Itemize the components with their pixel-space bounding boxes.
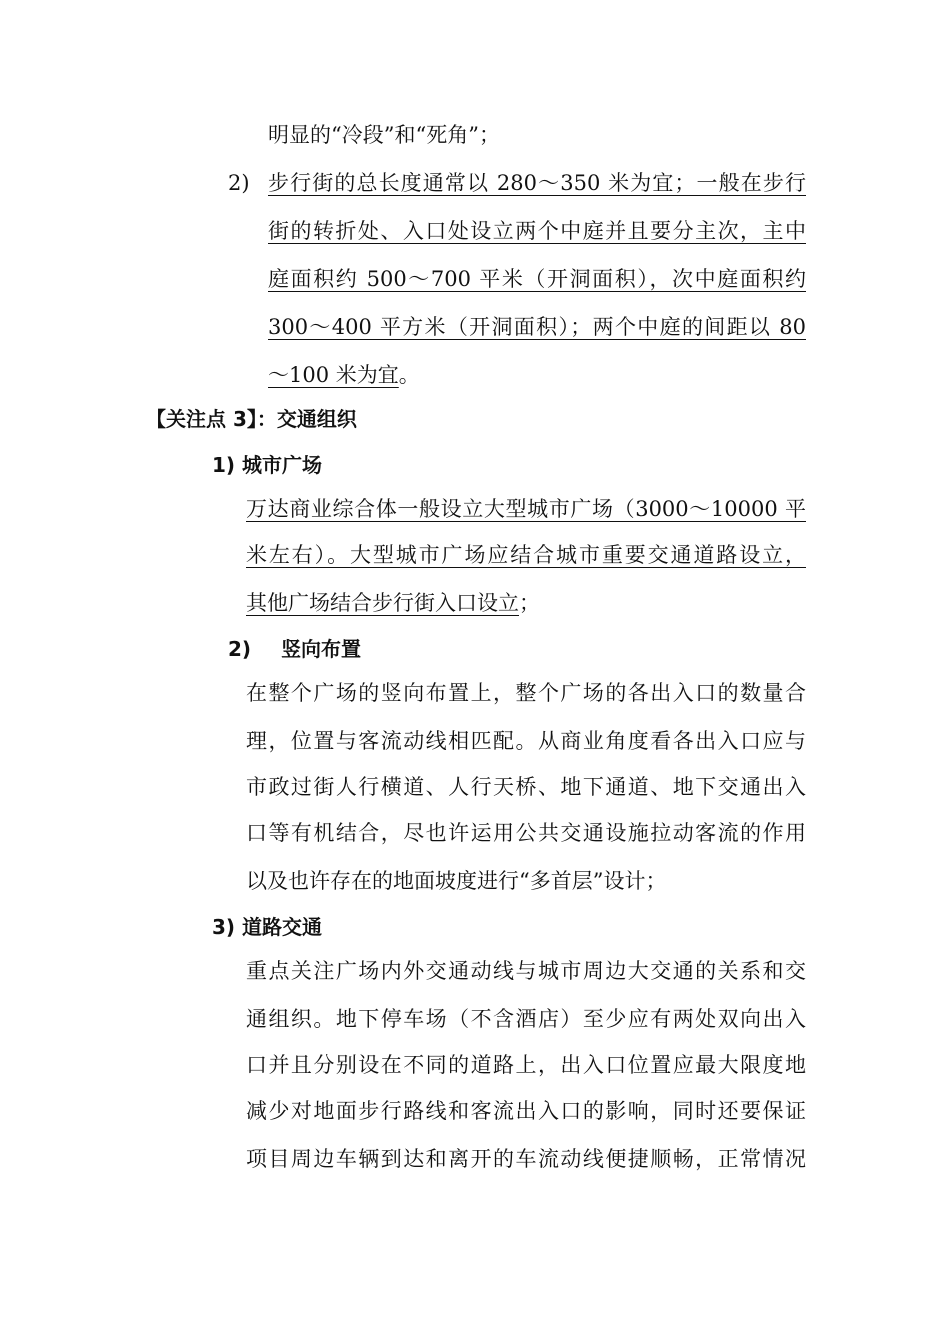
subsection-title: 城市广场 [242, 453, 323, 477]
text-line: 街的转折处、入口处设立两个中庭并且要分主次，主中 [268, 219, 806, 243]
subsection-title: 道路交通 [242, 915, 323, 939]
text-line: 重点关注广场内外交通动线与城市周边大交通的关系和交 [246, 959, 806, 983]
section-heading: 【关注点 3】：交通组织 [146, 407, 357, 431]
text-line: 300～400 平方米（开洞面积）；两个中庭的间距以 80 [268, 315, 806, 339]
text-line: 其他广场结合步行街入口设立； [246, 591, 540, 615]
text-line: 市政过街人行横道、人行天桥、地下通道、地下交通出入 [246, 775, 806, 799]
text-line: 口等有机结合，尽也许运用公共交通设施拉动客流的作用 [246, 821, 806, 845]
text-line: 通组织。地下停车场（不含酒店）至少应有两处双向出入 [246, 1007, 806, 1031]
list-number: 2) [228, 171, 250, 195]
text-line: 万达商业综合体一般设立大型城市广场（3000～10000 平 [246, 497, 806, 521]
text-line: 理，位置与客流动线相匹配。从商业角度看各出入口应与 [246, 729, 806, 753]
subsection-heading [228, 634, 361, 664]
text-line: 项目周边车辆到达和离开的车流动线便捷顺畅，正常情况 [246, 1147, 806, 1171]
list-number: 3) [212, 915, 236, 939]
text-line: 米左右）。大型城市广场应结合城市重要交通道路设立， [246, 543, 806, 567]
subsection-heading [212, 912, 322, 942]
text-line: 庭面积约 500～700 平米（开洞面积），次中庭面积约 [268, 267, 806, 291]
text-line: 口并且分别设在不同的道路上，出入口位置应最大限度地 [246, 1053, 806, 1077]
subsection-heading [212, 450, 322, 480]
text-line: 以及也许存在的地面坡度进行“多首层”设计； [246, 869, 667, 893]
text-line: 减少对地面步行路线和客流出入口的影响，同时还要保证 [246, 1099, 806, 1123]
list-number: 2) [228, 637, 252, 661]
text-line: 步行街的总长度通常以 280～350 米为宜；一般在步行 [268, 171, 806, 195]
text-line: ～100 米为宜。 [268, 363, 420, 387]
text-line: 明显的“冷段”和“死角”； [268, 123, 500, 147]
subsection-title: 竖向布置 [281, 637, 362, 661]
list-number: 1) [212, 453, 236, 477]
text-line: 在整个广场的竖向布置上，整个广场的各出入口的数量合 [246, 681, 806, 705]
